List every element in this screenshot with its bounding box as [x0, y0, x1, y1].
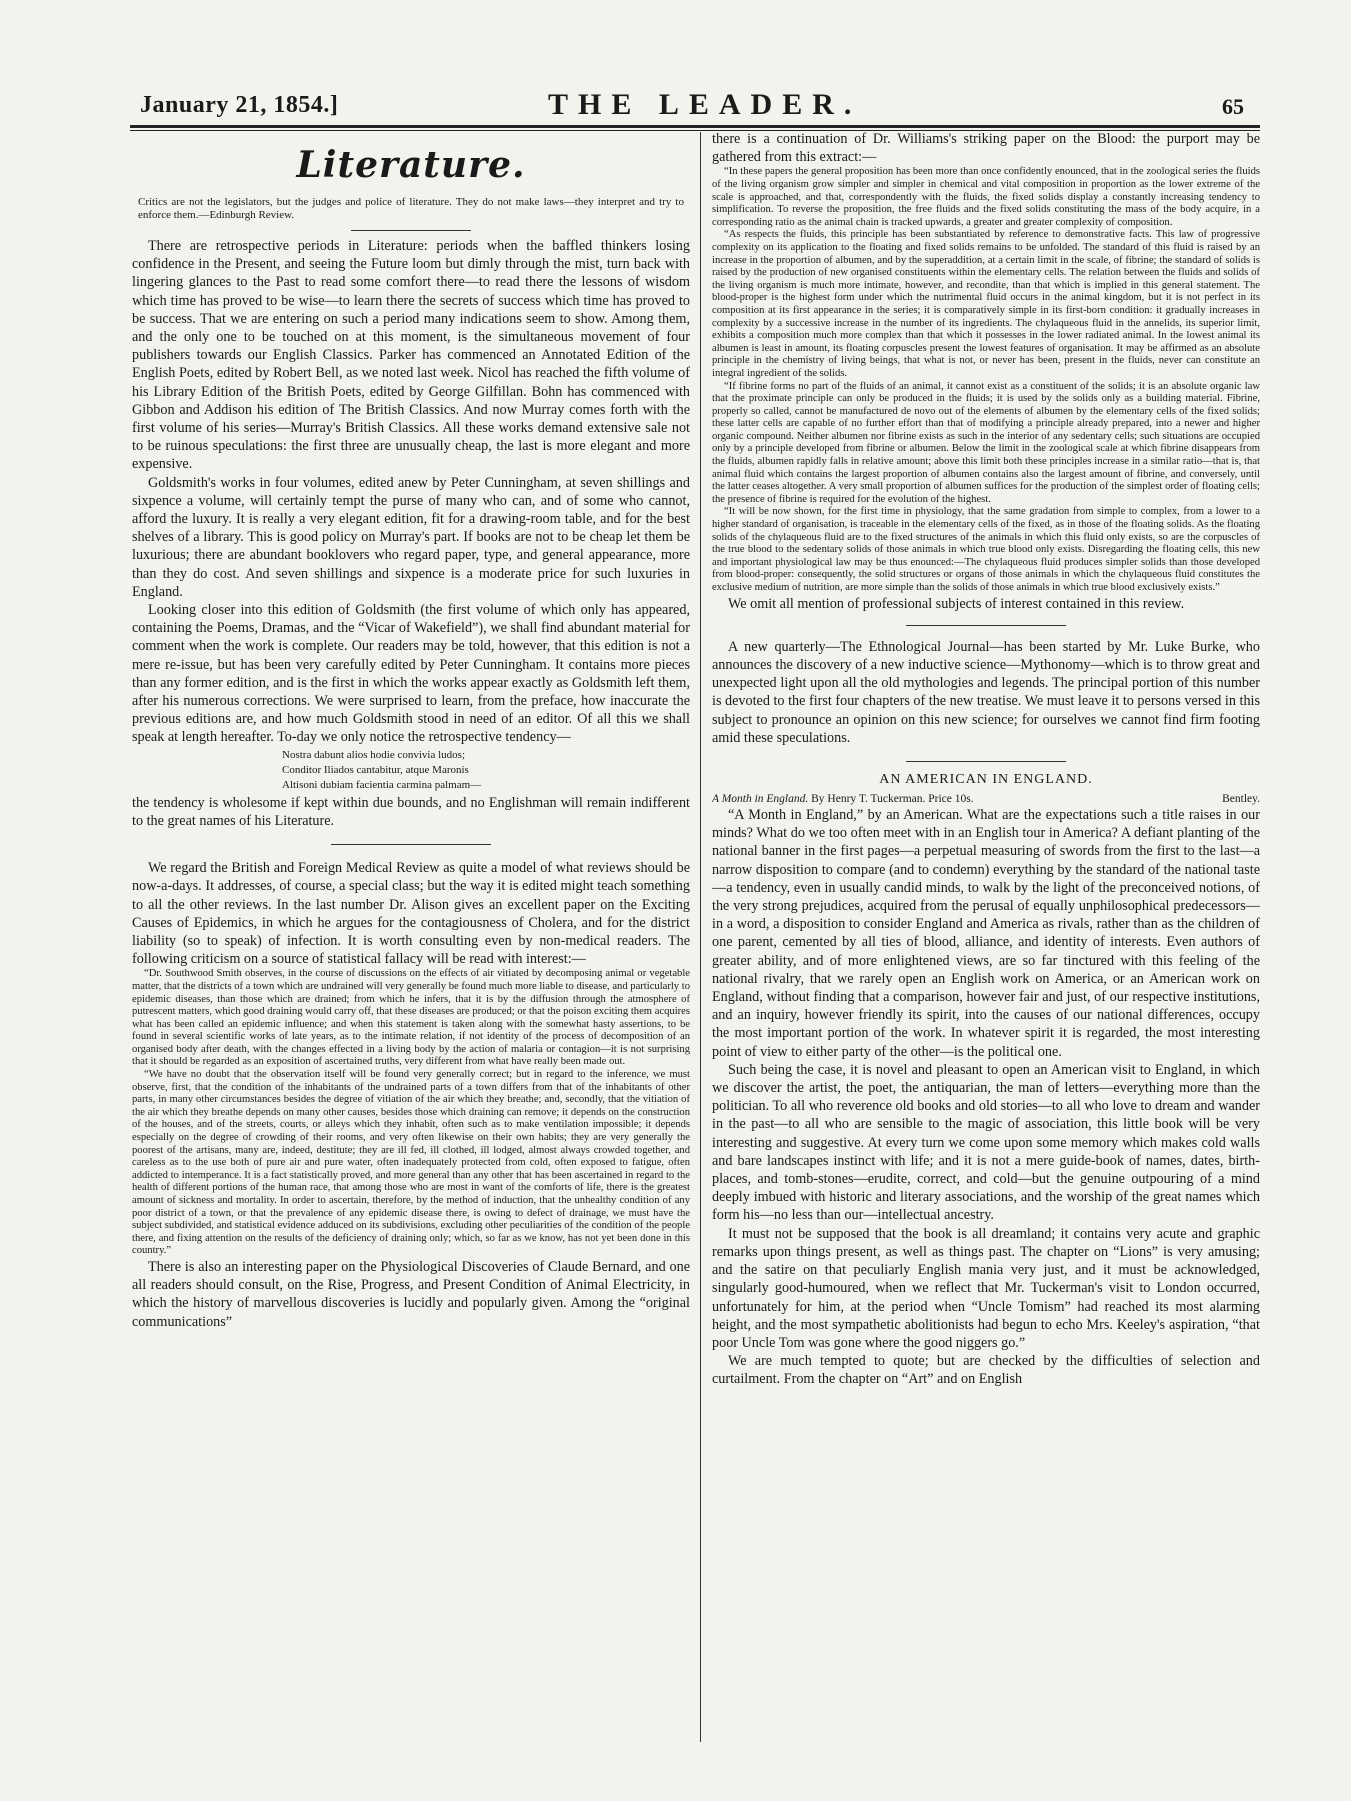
header-rule-thick	[130, 125, 1260, 128]
left-column	[132, 130, 690, 1750]
quotation: “In these papers the general proposition has been more than once confidently enounced, that in the zoological series the fluids of the living organism grow simpler and simpler in chemical and vital composition in proportion as the lower extreme of the scale is approached, and that, correspondently with the fluids, the fixed solids display a constantly increasing tendency to simplification. To reverse the proposition, the free fluids and the fixed solids constituting the mass of the body acquire, in a corresponding ratio as the animal chain is tracked upwards, a greater and greater complexity of composition.	[712, 166, 1260, 228]
quotation: “We have no doubt that the observation itself will be found very generally correct; but in regard to the inference, we must observe, first, that the condition of the inhabitants of the undrained parts of a town differs from that of the inhabitants of other parts, in many other circumstances besides the degree of vitiation of the air which they breathe; and, secondly, that the vitiation of the air which they breathe depends on many other causes, besides those which draining can remove; it depends on the construction of the houses, and of the streets, courts, or alleys which they inhabit, often such as to make ventilation impossible; it depends especially on the degree of crowding of their rooms, and very often likewise on their own habits; they are very generally the poorest of the artisans, many are, indeed, destitute; they are ill fed, ill clothed, ill lodged, almost always crowded together, and careless as to the use both of pure air and pure water, often inadequately protected from cold, often exposed to fatigue, often addicted to intemperance. It is a fact statistically proved, and more general than any other that has been ascertained in regard to the health of different portions of the human race, that among those who are most in want of the comforts of life, there is the greatest amount of sickness and mortality. In order to ascertain, therefore, by the method of induction, that the unhealthy condition of any poor district of a town, or that the prevalence of any epidemic disease there, is owing to defect of drainage, we must have the subject subdivided, and statistical evidence adduced on its subdivisions, excluding other peculiarities of the condition of the people there, and fixing attention on the results of the deficiency of draining only; which, so far as we know, has not yet been done in this country.”	[132, 1069, 690, 1257]
quotation: “Dr. Southwood Smith observes, in the course of discussions on the effects of air vitiated by decomposing animal or vegetable matter, that the districts of a town which are undrained will very generally be found much more liable to disease, and particularly to epidemic diseases, than those which are drained; from which he infers, that it is by the diffusion through the atmosphere of putrescent matters, which good draining would carry off, that these diseases are produced; or that the poison exciting them acquires what has been called an epidemic influence; and when this statement is taken along with the somewhat hasty assertions, to be found in several scientific works of late years, as to the intimate relation, if not identity of the process of decomposition of an organised body after death, with the changes effected in a living body by the action of malaria or contagion—it is not surprising that it should be regarded as an exposition of ascertained truths, very different from what have really been made out.	[132, 968, 690, 1068]
paragraph: There is also an interesting paper on the Physiological Discoveries of Claude Bernard, and one all readers should consult, on the Rise, Progress, and Present Condition of Animal Electricity, in which the history of marvellous discoveries is lucidly and popularly given. Among the “original communications”	[132, 1258, 690, 1330]
quotation: “It will be now shown, for the first time in physiology, that the same gradation from simple to complex, from a lower to a higher standard of organisation, is traceable in the elementary cells of the fixed, as in those of the floating solids. As the floating solids of the chylaqueous fluid are to the fixed structures of the animals in which this fluid only exists, so are the corpuscles of the true blood to the sedentary solids of those animals in which true blood only exists. Disregarding the floating cells, this new and important physiological law may be thus enounced:—The chylaqueous fluid produces simpler solids than those developed from blood-proper: consequently, the solid structures or organs of those animals in which the chylaqueous fluid constitutes the exclusive medium of nutrition, are more simple than the solids of those animals in which true blood exclusively exists.”	[712, 506, 1260, 593]
divider-rule	[906, 625, 1066, 626]
paragraph: A new quarterly—The Ethnological Journal—has been started by Mr. Luke Burke, who announces the discovery of a new inductive science—Mythonomy—which is to throw great and unexpected light upon all the old mythologies and legends. The principal portion of this number is devoted to the first four chapters of the new treatise. We must leave it to persons versed in this subject to pronounce an opinion on this new science; for ourselves we cannot find firm footing amid these speculations.	[712, 638, 1260, 746]
review-author: By Henry T. Tuckerman. Price 10s.	[811, 793, 974, 806]
paragraph: there is a continuation of Dr. Williams's striking paper on the Blood: the purport may be gathered from this extract:—	[712, 131, 1260, 166]
paragraph: We are much tempted to quote; but are checked by the difficulties of selection and curtailment. From the chapter on “Art” and on English	[712, 1353, 1260, 1388]
column-divider	[700, 132, 701, 1742]
verse-line: Nostra dabunt alios hodie convivia ludos;	[282, 748, 465, 761]
paragraph: Such being the case, it is novel and pleasant to open an American visit to England, in which we discover the artist, the poet, the antiquarian, the man of letters—everything more than the politician. To all who reverence old books and old stories—to all who love to dream and wander in the past—to all who are sensible to the magic of association, this little book will be very interesting and suggestive. At every turn we come upon some memory which makes cold walls and bare landscapes instinct with life; and it is not a mere guide-book of names, dates, birth-places, and tomb-stones—erudite, correct, and cold—but the genuine outpouring of a mind deeply imbued with historic and literary associations, and the worship of the great names which form his—no less than our—intellectual ancestry.	[712, 1061, 1260, 1224]
review-title: AN AMERICAN IN ENGLAND.	[879, 772, 1093, 788]
paragraph: There are retrospective periods in Literature: periods when the baffled thinkers losing confidence in the Present, and seeing the Future loom but dimly through the mist, turn back with lingering glances to the Past to read some comfort there—to read there the lessons of wisdom which time has proved to be wise—to learn there the secrets of success which time has proved to be success. That we are entering on such a period many indications seem to show. Among them, and the only one to be touched on at this moment, is the simultaneous movement of four publishers towards our English Classics. Parker has commenced an Annotated Edition of the English Poets, edited by Robert Bell, as we noted last week. Nicol has reached the fifth volume of his Library Edition of the British Poets, edited by George Gilfillan. Bohn has commenced with Gibbon and Addison his edition of The British Classics. And now Murray comes forth with the first volume of his series—Murray's British Classics. All these works demand extensive sale not to be ruinous speculations: the first three are unusually cheap, the last is more elegant and more expensive.	[132, 238, 690, 473]
verse-line: Conditor Iliados cantabitur, atque Maronis	[282, 763, 469, 776]
divider-rule	[351, 230, 471, 231]
section-title: Literature.	[296, 144, 526, 186]
divider-rule	[331, 844, 491, 845]
paragraph: the tendency is wholesome if kept within due bounds, and no Englishman will remain indifferent to the great names of his Literature.	[132, 794, 690, 829]
page-number: 65	[1222, 94, 1244, 119]
epigraph: Critics are not the legislators, but the judges and police of literature. They do not make laws—they interpret and try to enforce them.—Edinburgh Review.	[138, 196, 684, 221]
issue-date: January 21, 1854.]	[140, 92, 339, 118]
divider-rule	[906, 761, 1066, 762]
quotation: “If fibrine forms no part of the fluids of an animal, it cannot exist as a constituent of the solids; it is an absolute organic law that the proximate principle can only be produced in the fluids; it is used by the solids only as a building material. Fibrine, properly so called, cannot be manufactured de novo out of the elements of albumen by the elementary cells of the fixed solids; these latter cells are capable of no further effort than that of modifying a principle already prepared, into a newer and higher organic compound. Neither albumen nor fibrine exists as such in the interior of any sedentary cells; such situations are occupied only by a principle developed from fibrine or albumen. Below the limit in the zoological scale at which fibrine disappears from the fluids, albumen rapidly falls in relative amount; above this limit both these principles increase in a similar ratio—that is, that animal fluid which contains the largest proportion of albumen contains also the largest amount of fibrine, and conversely, until the latter ceases altogether. A very small proportion of albumen suffices for the production of the simplest order of floating cells; the presence of fibrine is required for the evolution of the highest.	[712, 380, 1260, 505]
paragraph: We omit all mention of professional subjects of interest contained in this review.	[728, 595, 1185, 612]
paragraph: Goldsmith's works in four volumes, edited anew by Peter Cunningham, at seven shillings and sixpence a volume, will certainly tempt the purse of many who can, and of some who cannot, afford the luxury. It is really a very elegant edition, fit for a drawing-room table, and for the best shelves of a library. This is good policy on Murray's part. If books are not to be cheap let them be luxurious; there are abundant booklovers who regard paper, type, and general appearance, more than they do cost. And seven shillings and sixpence is a moderate price for such luxuries in England.	[132, 474, 690, 600]
paragraph: It must not be supposed that the book is all dreamland; it contains very acute and graphic remarks upon things present, as well as things past. The chapter on “Lions” is very amusing; and the satire on that peculiarly English mania very just, and it must be acknowledged, singularly good-humoured, when we reflect that Mr. Tuckerman's visit to London occurred, unfortunately for him, at the period when “Uncle Tomism” had reached its most alarming height, and the most sympathetic abolitionists had begun to echo Mrs. Keeley's aspiration, “that poor Uncle Tom was gone where the good niggers go.”	[712, 1225, 1260, 1351]
right-column	[712, 130, 1260, 1750]
paragraph: “A Month in England,” by an American. What are the expectations such a title raises in our minds? What do we too often meet with in an English tour in America? A defiant planting of the national banner in the first pages—a perpetual measuring of swords from the first to the last—a narrow disposition to compare (and to condemn) everything by the standard of the national taste—a tendency, even in usually candid minds, to walk by the light of the preconceived notions, of the very strong prejudices, acquired from the perusal of equally unphilosophical predecessors—in a word, a disposition to consider England and America as rivals, rather than as the children of one parent, cemented by all ties of blood, alliance, and identity of interests. Even authors of greater ability, and of more enlightened views, are so far tinctured with this feeling of the national rivalry, that we rarely open an English work on America, or an American work on England, without finding that a comparison, however fair and just, of our respective institutions, and an inquiry, however friendly its spirit, into the causes of our national differences, occupy the most important portion of the work. In whatever spirit it is regarded, the most interesting point of view to either party of the other—is the political one.	[712, 807, 1260, 1060]
review-book: A Month in England.	[712, 793, 809, 806]
verse-line: Altisoni dubiam facientia carmina palmam—	[282, 778, 482, 791]
paragraph: We regard the British and Foreign Medical Review as quite a model of what reviews should be now-a-days. It addresses, of course, a special class; but the way it is edited might teach something to all the other reviews. In the last number Dr. Alison gives an excellent paper on the Exciting Causes of Epidemics, in which he argues for the contagiousness of Cholera, and for the district liability (so to speak) of infection. It is worth consulting even by non-medical readers. The following criticism on a source of statistical fallacy will be read with interest:—	[132, 860, 690, 968]
masthead-title: THE LEADER.	[548, 88, 862, 121]
review-meta	[712, 792, 1260, 806]
paragraph: Looking closer into this edition of Goldsmith (the first volume of which only has appeared, containing the Poems, Dramas, and the “Vicar of Wakefield”), we shall find abundant material for comment when the work is complete. Our readers may be told, however, that this edition is not a mere re-issue, but has been very carefully edited by Peter Cunningham. It contains more pieces than any former edition, and is the first in which the works appear exactly as Goldsmith left them, after his numerous corrections. We were surprised to learn, from the preface, how inaccurate the previous editions are, and how much Goldsmith stood in need of an editor. Of all this we shall speak at length hereafter. To-day we only notice the retrospective tendency—	[132, 602, 690, 746]
review-publisher: Bentley.	[1222, 793, 1260, 806]
quotation: “As respects the fluids, this principle has been substantiated by reference to demonstrative facts. This law of progressive complexity on its application to the floating and fixed solids remains to be unfolded. The standard of this fluid is raised by an increase in the proportion of albumen, and by the superaddition, at a certain limit in the scale, of fibrine; the standard of solids is raised by the production of new organised constituents within the elementary cells. The relation between the fluids and solids of the living organism is much more intimate, however, and recondite, than that which is implied in this general statement. The blood-proper is the highest form under which the nutrimental fluid occurs in the animal kingdom, but it is not perfect in its composition at its first appearance in the series; it is comparatively simple in its first-born condition: it gradually increases in complexity by a successive increase in the number of its ingredients. The chylaqueous fluid in the annelids, its superior limit, exhibits a composition much more complex than that which it possesses in the lower radiated animal. In the lowest animal its albumen is least in amount, its floating corpuscles present the lowest features of organisation. It may be affirmed as an absolute principle in the chemistry of living beings, that what is not, or never has been, present in the fluids, never can constitute an integral ingredient of the solids.	[712, 229, 1260, 379]
